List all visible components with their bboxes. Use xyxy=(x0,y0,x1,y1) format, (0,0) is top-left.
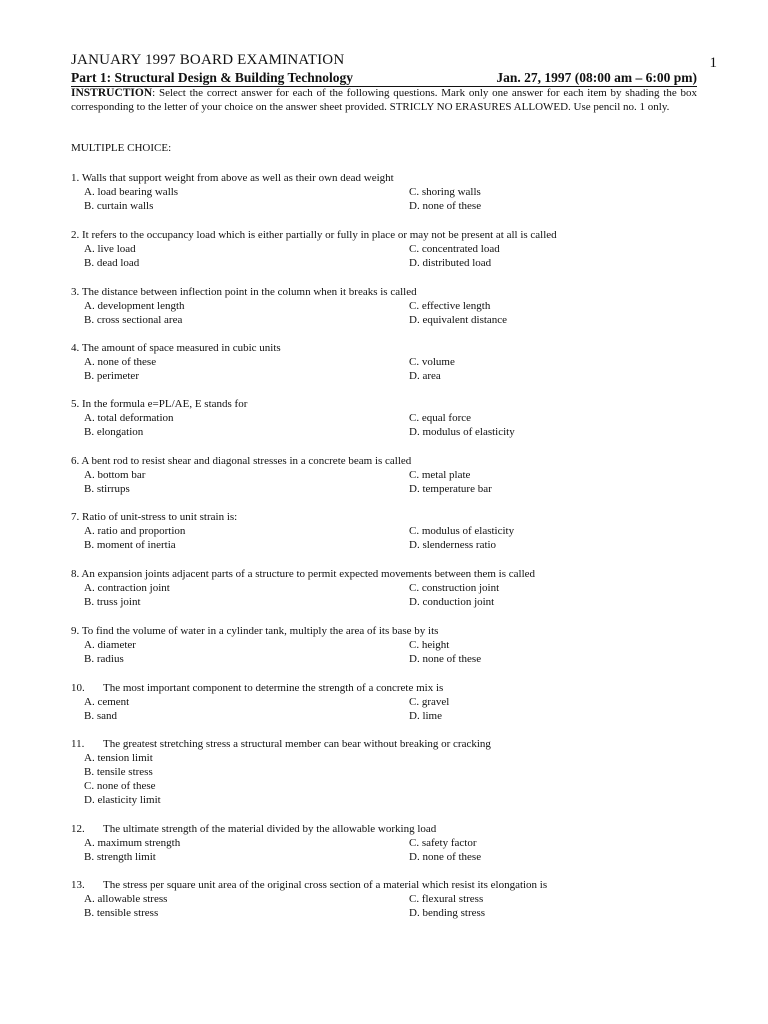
question-12 xyxy=(71,822,711,863)
option-c: C. metal plate xyxy=(409,469,471,481)
part-title: Part 1: Structural Design & Building Technology xyxy=(71,70,354,85)
question-6 xyxy=(71,454,711,495)
exam-date-time: Jan. 27, 1997 (08:00 am – 6:00 pm) xyxy=(496,70,697,85)
question-stem: 1. Walls that support weight from above as well as their own dead weight xyxy=(71,172,394,184)
page-number: 1 xyxy=(709,55,717,71)
instruction-paragraph xyxy=(71,86,697,115)
option-b: B. radius xyxy=(84,653,124,665)
question-stem: 2. It refers to the occupancy load which is either partially or fully in place or may not be present at all is called xyxy=(71,229,557,241)
option-c: C. safety factor xyxy=(409,837,477,849)
question-stem: 4. The amount of space measured in cubic units xyxy=(71,342,281,354)
option-c: C. construction joint xyxy=(409,582,500,594)
option-b: B. stirrups xyxy=(84,483,130,495)
option-d: D. distributed load xyxy=(409,257,492,269)
option-c: C. gravel xyxy=(409,696,450,708)
option-d: D. temperature bar xyxy=(409,483,492,495)
question-7 xyxy=(71,510,711,551)
option-a: A. development length xyxy=(84,300,185,312)
option-d: D. area xyxy=(409,370,441,382)
option-a: A. live load xyxy=(84,243,136,255)
question-13 xyxy=(71,878,711,919)
option-d: D. none of these xyxy=(409,200,482,212)
question-2 xyxy=(71,228,711,269)
option-a: A. load bearing walls xyxy=(84,186,179,198)
question-3 xyxy=(71,285,711,326)
question-1 xyxy=(71,171,711,212)
option-b: B. moment of inertia xyxy=(84,539,176,551)
option-a: A. bottom bar xyxy=(84,469,146,481)
option-c: C. shoring walls xyxy=(409,186,481,198)
option-c: C. equal force xyxy=(409,412,471,424)
option-c: C. height xyxy=(409,639,450,651)
question-4 xyxy=(71,341,711,382)
option-b: B. cross sectional area xyxy=(84,314,183,326)
option-b: B. elongation xyxy=(84,426,144,438)
part-header xyxy=(71,70,697,87)
option-d: D. none of these xyxy=(409,851,482,863)
option-c: C. volume xyxy=(409,356,455,368)
option-a: A. total deformation xyxy=(84,412,174,424)
question-8 xyxy=(71,567,711,608)
option-c: C. modulus of elasticity xyxy=(409,525,515,537)
option-d: D. equivalent distance xyxy=(409,314,508,326)
question-stem: 8. An expansion joints adjacent parts of a structure to permit expected movements between them is called xyxy=(71,568,536,580)
option-b: B. dead load xyxy=(84,257,140,269)
option-b: B. tensile stress xyxy=(84,766,153,778)
question-stem: 5. In the formula e=PL/AE, E stands for xyxy=(71,398,248,410)
question-stem: 6. A bent rod to resist shear and diagonal stresses in a concrete beam is called xyxy=(71,455,412,467)
option-a: A. none of these xyxy=(84,356,157,368)
question-9 xyxy=(71,624,711,665)
option-a: A. cement xyxy=(84,696,130,708)
option-b: B. perimeter xyxy=(84,370,139,382)
option-a: A. maximum strength xyxy=(84,837,181,849)
option-c: C. flexural stress xyxy=(409,893,484,905)
option-c: C. concentrated load xyxy=(409,243,500,255)
instruction-text: : Select the correct answer for each of the following questions. Mark only one answer for each item by shading the box corresponding to the letter of your choice on the answer sheet provided. STRICLY NO ERASURES ALLOWED. Use pencil no. 1 only. xyxy=(71,87,697,114)
question-stem: 3. The distance between inflection point in the column when it breaks is called xyxy=(71,286,417,298)
option-a: A. diameter xyxy=(84,639,136,651)
question-10 xyxy=(71,681,711,722)
option-b: B. curtain walls xyxy=(84,200,154,212)
option-d: D. conduction joint xyxy=(409,596,495,608)
option-a: A. allowable stress xyxy=(84,893,168,905)
option-d: D. bending stress xyxy=(409,907,486,919)
exam-title: JANUARY 1997 BOARD EXAMINATION xyxy=(71,52,345,68)
option-b: B. sand xyxy=(84,710,117,722)
question-5 xyxy=(71,397,711,438)
option-d: D. lime xyxy=(409,710,442,722)
question-11 xyxy=(71,737,711,806)
option-c: C. effective length xyxy=(409,300,491,312)
question-stem: 12. The ultimate strength of the material divided by the allowable working load xyxy=(71,823,437,835)
option-b: B. truss joint xyxy=(84,596,141,608)
option-a: A. ratio and proportion xyxy=(84,525,186,537)
option-d: D. elasticity limit xyxy=(84,794,161,806)
option-c: C. none of these xyxy=(84,780,156,792)
instruction-label: INSTRUCTION xyxy=(71,87,153,99)
question-stem: 9. To find the volume of water in a cylinder tank, multiply the area of its base by its xyxy=(71,625,439,637)
option-a: A. contraction joint xyxy=(84,582,170,594)
option-d: D. slenderness ratio xyxy=(409,539,497,551)
question-stem: 7. Ratio of unit-stress to unit strain is: xyxy=(71,511,238,523)
question-stem: 11. The greatest stretching stress a structural member can bear without breaking or cracking xyxy=(71,738,491,750)
option-a: A. tension limit xyxy=(84,752,153,764)
question-stem: 13. The stress per square unit area of the original cross section of a material which resist its elongation is xyxy=(71,879,548,891)
title-row xyxy=(71,52,717,71)
option-d: D. none of these xyxy=(409,653,482,665)
option-d: D. modulus of elasticity xyxy=(409,426,515,438)
question-stem: 10. The most important component to determine the strength of a concrete mix is xyxy=(71,682,444,694)
option-b: B. strength limit xyxy=(84,851,156,863)
option-b: B. tensible stress xyxy=(84,907,159,919)
section-heading: MULTIPLE CHOICE: xyxy=(71,142,172,154)
